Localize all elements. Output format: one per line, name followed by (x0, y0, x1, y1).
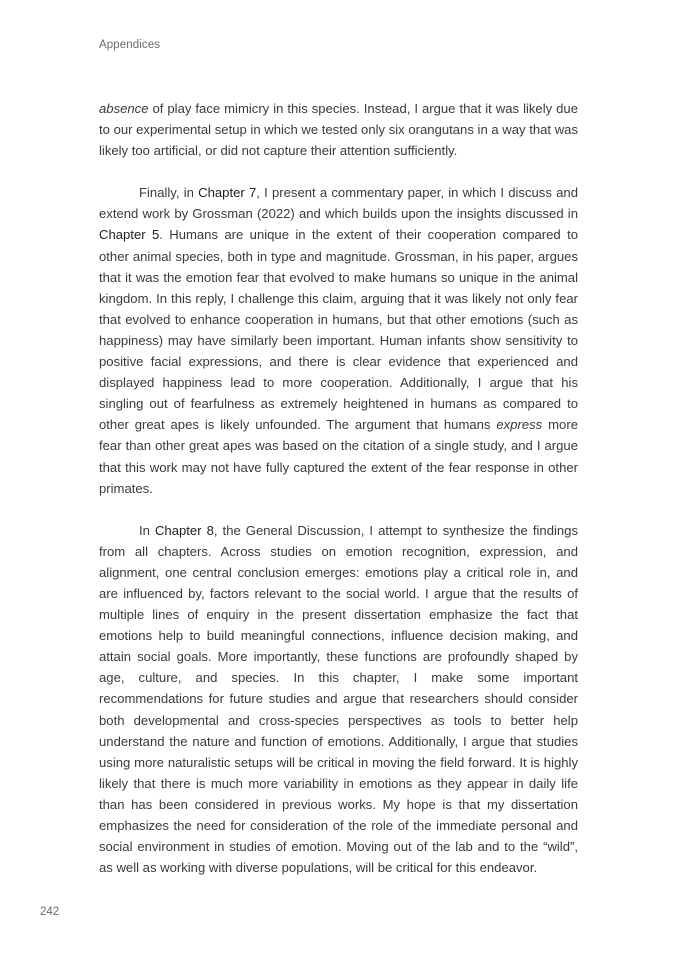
page-number: 242 (40, 906, 60, 918)
emphasis-absence: absence (99, 101, 149, 116)
paragraph-2-text-d: more fear than other great apes was based on the citation of a single study, and I argue that this work may not have fully captured the extent of the fear response in other primates. (99, 417, 578, 496)
running-head: Appendices (99, 39, 161, 51)
paragraph-2-text-c: . Humans are unique in the extent of their cooperation compared to other animal species, both in type and magnitude. Grossman, in his paper, argues that it was the emotion fear that evolved to make humans so unique in the animal kingdom. In this reply, I challenge this claim, arguing that it was likely not only fear that evolved to enhance cooperation in humans, but that other emotions (such as happiness) may have similarly been important. Human infants show sensitivity to positive facial expressions, and there is clear evidence that experienced and displayed happiness lead to more cooperation. Additionally, I argue that his singling out of fearfulness as extremely heightened in humans as compared to other great apes is likely unfounded. The argument that humans (99, 227, 578, 433)
emphasis-express: express (496, 417, 543, 433)
paragraph-2 (99, 182, 578, 498)
chapter-7-reference: Chapter 7 (198, 185, 257, 201)
paragraph-3 (99, 520, 578, 879)
body-text (99, 98, 578, 878)
paragraph-2-text-b: , I present a commentary paper, in which I discuss and extend work by Grossman (2022) and which builds upon the insights discussed in (99, 185, 578, 222)
paragraph-2-text-a: Finally, in (139, 185, 199, 201)
paragraph-1 (99, 98, 578, 161)
chapter-5-reference: Chapter 5 (99, 227, 160, 243)
chapter-8-reference: Chapter 8 (154, 522, 214, 538)
paragraph-3-text-a: In (139, 522, 155, 538)
paragraph-3-text-b: , the General Discussion, I attempt to synthesize the findings from all chapters. Across studies on emotion recognition, expression, and alignment, one central conclusion emerges: emotions play a critical role in, and are influenced by, factors relevant to the social world. I argue that the results of multiple lines of enquiry in the present dissertation emphasize the fact that emotions help to build meaningful connections, influence decision making, and attain social goals. More importantly, these functions are profoundly shaped by age, culture, and species. In this chapter, I make some important recommendations for future studies and argue that researchers should consider both developmental and cross-species perspectives as tools to better help understand the nature and function of emotions. Additionally, I argue that studies using more naturalistic setups will be critical in moving the field forward. It is highly likely that there is much more variability in emotions as they appear in daily life than has been considered in previous works. My hope is that my dissertation emphasizes the need for consideration of the role of the immediate personal and social environment in studies of emotion. Moving out of the lab and to the “wild”, as well as working with diverse populations, will be critical for this endeavor. (99, 522, 578, 876)
paragraph-1-text: of play face mimicry in this species. Instead, I argue that it was likely due to our experimental setup in which we tested only six orangutans in a way that was likely too artificial, or did not capture their attention sufficiently. (99, 101, 578, 159)
